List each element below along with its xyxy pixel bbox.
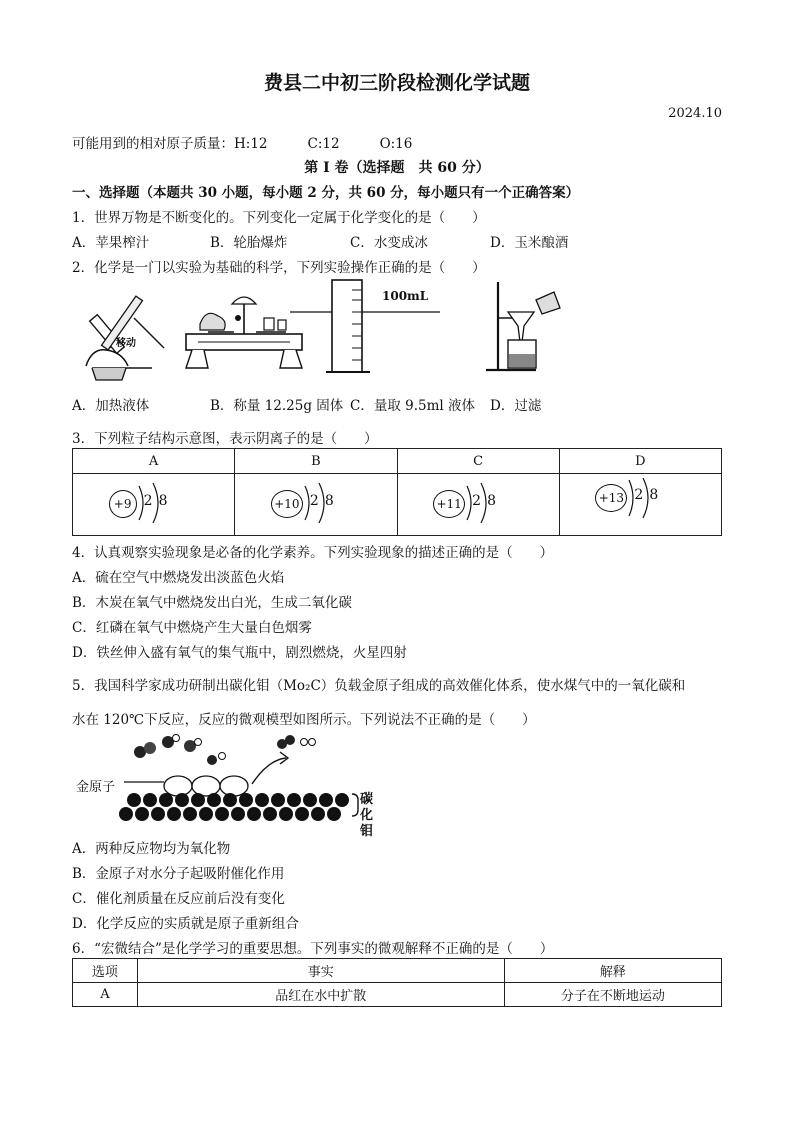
nucleus-b: +10 <box>271 490 303 518</box>
q5-stem-line-1: 5．我国科学家成功研制出碳化钼（Mo₂C）负载金原子组成的高效催化体系，使水煤气中的一氧化碳和 <box>72 678 686 694</box>
q3-diagram-row <box>73 474 722 536</box>
q6-row-a-fact: 品红在水中扩散 <box>137 983 504 1007</box>
q4-stem: 4．认真观察实验现象是必备的化学素养。下列实验现象的描述正确的是（ ） <box>72 545 554 561</box>
atomic-mass-c: C:12 <box>307 136 340 152</box>
q3-cell-d <box>559 474 721 536</box>
q2-options <box>72 394 541 414</box>
q1-option-d: D．玉米酿酒 <box>490 235 569 251</box>
section-title: 第 I 卷（选择题 共 60 分） <box>304 160 490 176</box>
q3-header-c: C <box>397 449 559 474</box>
q5-option-c: C．催化剂质量在反应前后没有变化 <box>72 891 285 907</box>
q4-option-a: A．硫在空气中燃烧发出淡蓝色火焰 <box>72 570 285 586</box>
q3-stem: 3．下列粒子结构示意图，表示阴离子的是（ ） <box>72 431 378 447</box>
shell-d-2: 8 <box>649 486 659 503</box>
q6-stem: 6．“宏微结合”是化学学习的重要思想。下列事实的微观解释不正确的是（ ） <box>72 941 554 957</box>
nucleus-c: +11 <box>433 490 465 518</box>
q5-option-d: D．化学反应的实质就是原子重新组合 <box>72 916 299 932</box>
q6-row-a-option: A <box>73 983 138 1007</box>
atomic-mass-o: O:16 <box>379 136 413 152</box>
q6-row-a <box>73 983 722 1007</box>
q6-header-option: 选项 <box>73 959 138 983</box>
q1-option-b: B．轮胎爆炸 <box>210 235 288 251</box>
nucleus-d: +13 <box>595 484 627 512</box>
q1-options <box>72 231 568 251</box>
q2-option-c: C．量取 9.5ml 液体 <box>350 398 476 414</box>
q5-stem-line-2: 水在 120℃下反应，反应的微观模型如图所示。下列说法不正确的是（ ） <box>72 712 536 728</box>
q5-option-a: A．两种反应物均为氧化物 <box>72 841 231 857</box>
atom-diagram-c <box>433 478 523 528</box>
q3-header-a: A <box>73 449 235 474</box>
q3-header-d: D <box>559 449 721 474</box>
q4-option-c: C．红磷在氧气中燃烧产生大量白色烟雾 <box>72 620 312 636</box>
q2-option-d: D．过滤 <box>490 398 542 414</box>
shell-c-2: 8 <box>487 492 497 509</box>
exam-date: 2024.10 <box>668 106 722 121</box>
shell-c-1: 2 <box>472 492 482 509</box>
filtration-figure <box>476 278 566 378</box>
q6-header-fact: 事实 <box>137 959 504 983</box>
q6-row-a-explanation: 分子在不断地运动 <box>504 983 721 1007</box>
atomic-mass-label: 可能用到的相对原子质量： <box>72 136 234 152</box>
part-one-heading: 一、选择题（本题共 30 小题，每小题 2 分，共 60 分，每小题只有一个正确答案） <box>72 185 580 201</box>
shell-a-1: 2 <box>143 492 153 509</box>
q3-header-b: B <box>235 449 397 474</box>
q6-header-row <box>73 959 722 983</box>
gold-atom-label: 金原子 <box>76 780 116 795</box>
atom-diagram-d <box>595 478 685 528</box>
q2-option-b: B．称量 12.25g 固体 <box>210 398 344 414</box>
q4-option-b: B．木炭在氧气中燃烧发出白光，生成二氧化碳 <box>72 595 352 611</box>
atom-diagram-a <box>109 478 199 528</box>
shell-arcs-a <box>109 478 199 528</box>
q3-cell-c <box>397 474 559 536</box>
catalyst-reaction-figure <box>72 730 382 830</box>
balance-figure <box>178 290 308 380</box>
shell-arcs-d <box>595 478 685 528</box>
shell-b-2: 8 <box>324 492 334 509</box>
q5-option-b: B．金原子对水分子起吸附催化作用 <box>72 866 285 882</box>
atomic-mass-h: H:12 <box>234 136 268 152</box>
shell-a-2: 8 <box>158 492 168 509</box>
atomic-mass-line <box>72 132 412 152</box>
move-label: 移动 <box>116 338 136 349</box>
q1-stem: 1．世界万物是不断变化的。下列变化一定属于化学变化的是（ ） <box>72 210 486 226</box>
shell-d-1: 2 <box>634 486 644 503</box>
q1-option-a: A．苹果榨汁 <box>72 235 150 251</box>
q4-option-d: D．铁丝伸入盛有氧气的集气瓶中，剧烈燃烧，火星四射 <box>72 645 407 661</box>
q2-stem: 2．化学是一门以实验为基础的科学，下列实验操作正确的是（ ） <box>72 260 486 276</box>
q2-option-a: A．加热液体 <box>72 398 150 414</box>
q3-table <box>72 448 722 536</box>
shell-b-1: 2 <box>309 492 319 509</box>
q3-header-row <box>73 449 722 474</box>
page-title: 费县二中初三阶段检测化学试题 <box>263 72 530 94</box>
heating-liquid-figure <box>72 278 172 388</box>
carbide-label: 碳化钼 <box>360 792 374 839</box>
q3-cell-b <box>235 474 397 536</box>
q3-cell-a <box>73 474 235 536</box>
atom-diagram-b <box>271 478 361 528</box>
q6-table <box>72 958 722 1007</box>
cylinder-100ml-label: 100mL <box>382 289 429 303</box>
q6-header-explanation: 解释 <box>504 959 721 983</box>
q1-option-c: C．水变成冰 <box>350 235 428 251</box>
nucleus-a: +9 <box>109 490 137 518</box>
